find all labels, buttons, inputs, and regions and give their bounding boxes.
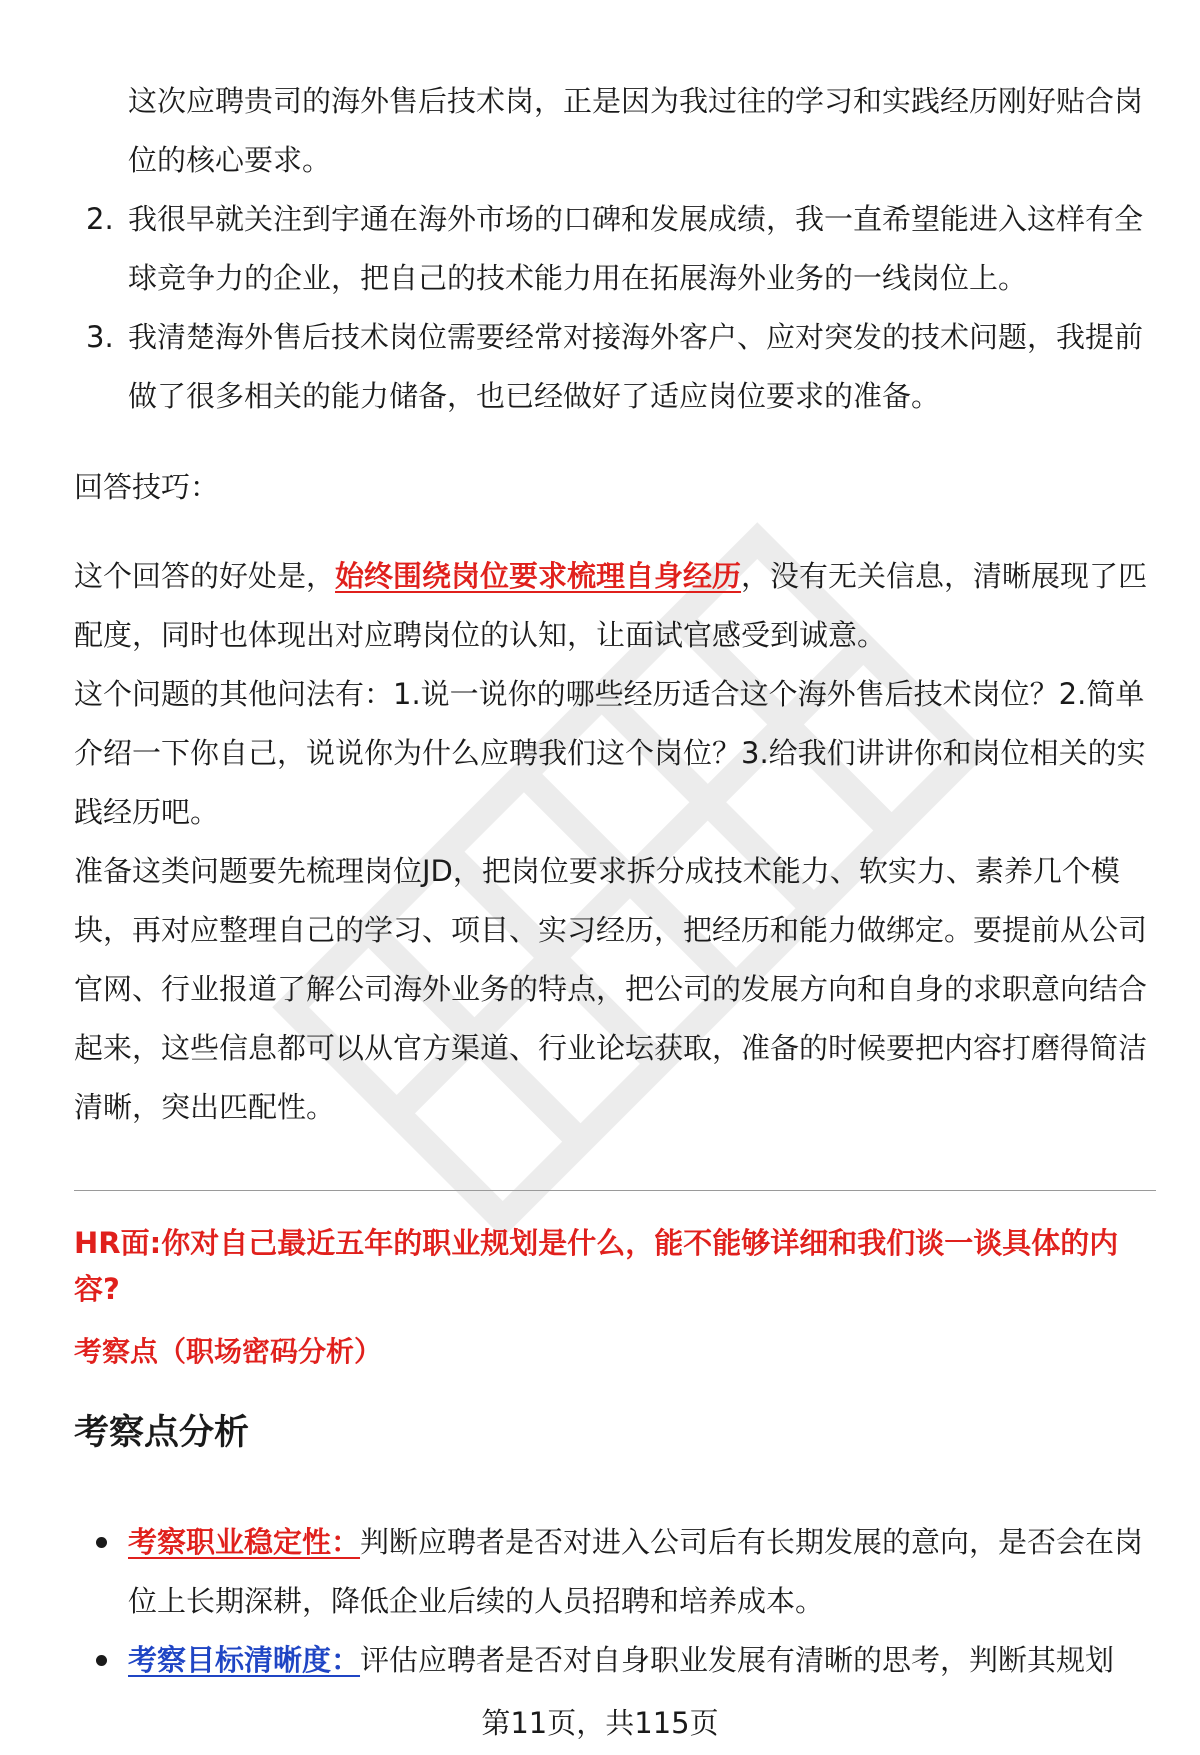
bullet-label: 考察目标清晰度： — [128, 1643, 361, 1677]
tips-label: 回答技巧： — [74, 470, 220, 504]
divider — [74, 1190, 1156, 1191]
bullet-label: 考察职业稳定性： — [128, 1525, 361, 1559]
list-item: 考察目标清晰度：评估应聘者是否对自身职业发展有清晰的思考，判断其规划 — [74, 1631, 1154, 1690]
list-item: 3. 我清楚海外售后技术岗位需要经常对接海外客户、应对突发的技术问题，我提前做了很多相关的能力储备，也已经做好了适应岗位要求的准备。 — [86, 320, 1144, 413]
section-title: 考察点分析 — [74, 1413, 250, 1453]
analysis-list — [74, 1513, 1154, 1690]
answer-list — [74, 72, 1154, 426]
list-item: 考察职业稳定性：判断应聘者是否对进入公司后有长期发展的意向，是否会在岗位上长期深耕，降低企业后续的人员招聘和培养成本。 — [74, 1513, 1154, 1631]
paragraph-preparation: 准备这类问题要先梳理岗位JD，把岗位要求拆分成技术能力、软实力、素养几个模块，再对应整理自己的学习、项目、实习经历，把经历和能力做绑定。要提前从公司官网、行业报道了解公司海外业务的特点，把公司的发展方向和自身的求职意向结合起来，这些信息都可以从官方渠道、行业论坛获取，准备的时候要把内容打磨得简洁清晰，突出匹配性。 — [74, 854, 1148, 1124]
question-title: HR面:你对自己最近五年的职业规划是什么，能不能够详细和我们谈一谈具体的内容? — [74, 1226, 1119, 1306]
bullet-icon — [96, 1537, 107, 1548]
highlight-text: 始终围绕岗位要求梳理自身经历 — [335, 559, 742, 593]
paragraph-alternatives: 这个问题的其他问法有：1.说一说你的哪些经历适合这个海外售后技术岗位？2.简单介绍一下你自己，说说你为什么应聘我们这个岗位？3.给我们讲讲你和岗位相关的实践经历吧。 — [74, 677, 1146, 829]
list-item: 这次应聘贵司的海外售后技术岗，正是因为我过往的学习和实践经历刚好贴合岗位的核心要求。 — [128, 84, 1144, 177]
paragraph-advantage: 这个回答的好处是，始终围绕岗位要求梳理自身经历，没有无关信息，清晰展现了匹配度，同时也体现出对应聘岗位的认知，让面试官感受到诚意。 — [74, 559, 1148, 652]
page-number: 第11页，共115页 — [481, 1706, 719, 1740]
bullet-icon — [96, 1655, 107, 1666]
subheading: 考察点（职场密码分析） — [74, 1335, 383, 1368]
list-item: 2. 我很早就关注到宇通在海外市场的口碑和发展成绩，我一直希望能进入这样有全球竞争力的企业，把自己的技术能力用在拓展海外业务的一线岗位上。 — [86, 202, 1144, 295]
